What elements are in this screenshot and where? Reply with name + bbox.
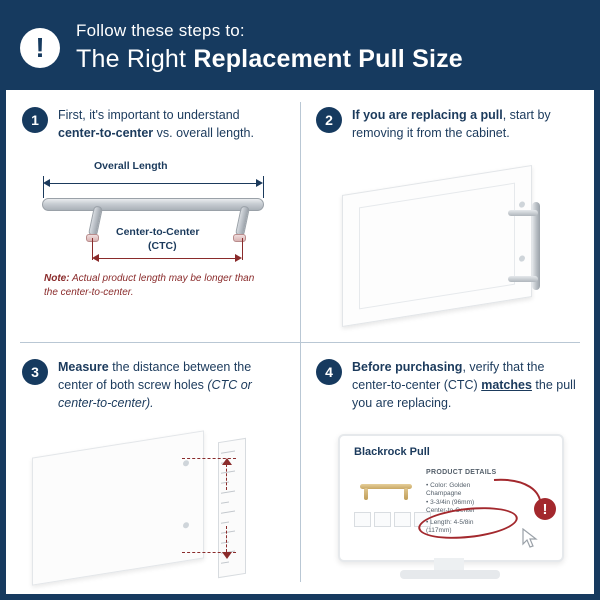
overall-tick-right — [263, 176, 264, 198]
step-panel-1 — [6, 90, 300, 342]
ruler-mark — [221, 521, 229, 523]
ctc-measure-upper-line — [226, 464, 227, 490]
overall-length-arrow-line — [50, 183, 256, 184]
ctc-arrow-left — [92, 254, 99, 262]
step-panel-2 — [300, 90, 594, 342]
step-3-header — [22, 358, 284, 412]
product-pull-leg-right — [404, 488, 408, 500]
measure-door — [32, 430, 204, 585]
cabinet-pull-arm-top — [508, 210, 538, 216]
ctc-measure-arrow-down — [222, 552, 232, 559]
product-title: Blackrock Pull — [354, 446, 430, 458]
header-title-light: The Right — [76, 44, 194, 73]
step-1-header — [22, 106, 284, 142]
ctc-label-line2: (CTC) — [148, 240, 177, 253]
step-1-number: 1 — [22, 107, 48, 133]
measure-screw-hole-bottom — [183, 522, 189, 529]
overall-length-arrow-right — [256, 179, 263, 187]
step-3-text-italic: (CTC or center-to-center). — [58, 378, 252, 411]
ctc-tick-left — [92, 238, 93, 260]
product-pull-leg-left — [364, 488, 368, 500]
screw-hole-top — [519, 201, 525, 208]
overall-length-arrow-left — [43, 179, 50, 187]
cabinet-pull-arm-bottom — [508, 276, 538, 282]
step-4-text-b: , verify that the center-to-center (CTC) — [352, 360, 545, 393]
ctc-measure-lower-line — [226, 526, 227, 552]
product-thumbnail[interactable] — [354, 512, 371, 527]
cabinet-door — [342, 165, 532, 327]
step-panel-3 — [6, 342, 300, 594]
step-1-text — [58, 106, 284, 142]
header-banner — [6, 6, 594, 90]
ruler-mark — [221, 501, 229, 503]
alert-exclamation-icon — [534, 498, 556, 520]
product-thumbnail[interactable] — [394, 512, 411, 527]
ruler-mark — [221, 491, 235, 494]
screw-hole-bottom — [519, 255, 525, 262]
ruler-mark — [221, 531, 235, 534]
product-length-note — [44, 272, 262, 300]
product-page-illustration — [338, 434, 580, 586]
header-subtitle: Follow these steps to: — [76, 20, 245, 40]
ruler-mark — [221, 511, 235, 514]
product-detail-color: • Color: Golden Champagne — [426, 482, 471, 498]
header-title-bold: Replacement Pull Size — [193, 44, 463, 73]
step-1-text-a: First, it's important to understand — [58, 108, 240, 122]
measure-screw-hole-top — [183, 460, 189, 467]
step-2-text-bold: If you are replacing a pull — [352, 108, 503, 122]
step-4-text-bold: Before purchasing — [352, 360, 463, 374]
alert-exclamation-glyph: ! — [542, 500, 548, 518]
exclamation-glyph: ! — [35, 32, 45, 63]
step-4-header — [316, 358, 578, 412]
step-4-text — [352, 358, 578, 412]
overall-length-label: Overall Length — [94, 160, 168, 173]
monitor-base — [400, 570, 500, 579]
ctc-label-line1: Center-to-Center — [116, 226, 200, 239]
pull-bar — [42, 198, 264, 211]
ruler-mark — [221, 481, 229, 483]
step-4-text-d: the pull you are replacing. — [352, 378, 576, 411]
step-panel-4 — [300, 342, 594, 594]
step-1-text-c: vs. overall length. — [153, 126, 254, 141]
ctc-arrow-line — [99, 258, 235, 259]
step-4-text-underline: matches — [481, 378, 532, 393]
product-image — [356, 476, 416, 502]
pull-dimension-diagram — [22, 154, 284, 304]
step-3-number: 3 — [22, 359, 48, 385]
pull-foot-right — [233, 234, 246, 242]
ruler-mark — [221, 471, 235, 474]
steps-grid — [6, 90, 594, 594]
ctc-measure-arrow-up — [222, 458, 232, 465]
ruler-mark — [221, 451, 235, 454]
product-detail-length: • Length: 4-5/8in (117mm) — [426, 519, 474, 535]
ruler-mark — [221, 561, 229, 563]
overall-tick-left — [43, 176, 44, 198]
ctc-arrow-right — [235, 254, 242, 262]
exclamation-icon — [20, 28, 60, 68]
step-3-text-b: the distance between the center of both screw holes — [58, 360, 252, 393]
step-2-header — [316, 106, 578, 142]
step-3-text-bold: Measure — [58, 360, 109, 374]
product-detail-ctc: • 3-3/4in (96mm) Center-to-Center — [426, 499, 475, 515]
product-details-heading: PRODUCT DETAILS — [426, 469, 497, 476]
cursor-icon — [522, 528, 538, 548]
ruler-mark — [221, 541, 229, 543]
ctc-tick-right — [242, 238, 243, 260]
step-2-text-b: , start by removing it from the cabinet. — [352, 108, 551, 141]
header-title — [76, 45, 463, 74]
step-1-text-bold: center-to-center — [58, 126, 154, 141]
note-label: Note: — [44, 273, 70, 285]
measuring-illustration — [22, 434, 286, 584]
cabinet-door-inner-frame — [359, 183, 515, 310]
step-3-text — [58, 358, 284, 412]
step-4-number: 4 — [316, 359, 342, 385]
product-thumbnail[interactable] — [374, 512, 391, 527]
step-2-number: 2 — [316, 107, 342, 133]
note-body: Actual product length may be longer than the center-to-center. — [44, 273, 255, 299]
step-2-text — [352, 106, 578, 142]
header-text — [76, 21, 463, 76]
cabinet-door-illustration — [318, 172, 580, 327]
monitor-screen — [338, 434, 564, 562]
